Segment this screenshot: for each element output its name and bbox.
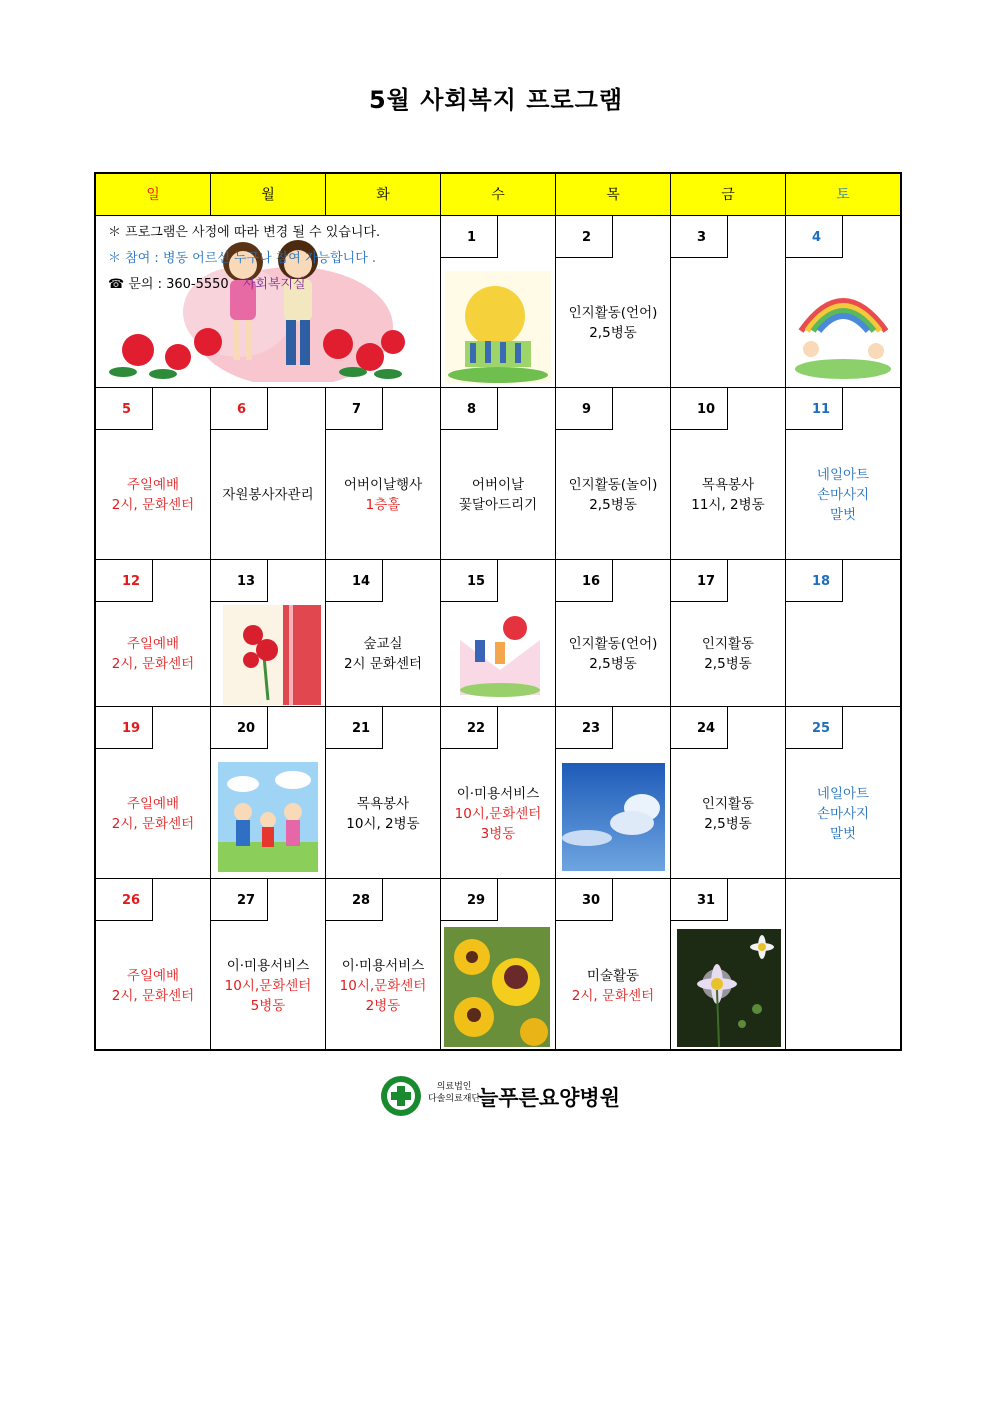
foundation-line2: 다솔의료재단 [428,1094,481,1104]
event-detail: 2,5병동 [589,324,637,341]
page-title: 5월 사회복지 프로그램 [368,86,624,114]
day-cell-19 [96,707,211,879]
event-text [96,602,210,706]
day-cell-1 [441,216,556,388]
day-cell-21 [326,707,441,879]
weekday-wed: 수 [441,174,556,216]
event-detail: 2,5병동 [589,496,637,513]
day-number: 19 [96,707,153,749]
day-cell-27 [211,879,326,1051]
day-cell-18 [786,560,900,707]
event-title: 인지활동 [701,795,755,812]
day-number: 21 [326,707,383,749]
day-number: 15 [441,560,498,602]
day-number: 4 [786,216,843,258]
event-title: 인지활동(언어) [568,636,658,652]
event-detail: 10시, 2병동 [346,815,420,832]
event-detail: 10시,문화센터 [339,978,427,994]
note-change: ＊ 프로그램은 사정에 따라 변경 될 수 있습니다. [108,225,381,240]
day-number: 11 [786,388,843,430]
event-title: 인지활동 [701,636,755,652]
weekday-sat: 토 [786,174,900,216]
day-cell-14 [326,560,441,707]
day-number: 10 [671,388,728,430]
event-text [441,749,555,878]
day-number: 25 [786,707,843,749]
event-title: 어버이날행사 [343,476,423,493]
event-detail: 10시,문화센터 [224,978,312,994]
weekday-sun: 일 [96,174,211,216]
day-number: 13 [211,560,268,602]
daisy-flowers-photo [677,929,781,1047]
event-detail: 3병동 [480,825,516,842]
event-title: 이·미용서비스 [456,785,540,802]
hospital-name: 늘푸른요양병원 [478,1086,621,1110]
event-text [556,602,670,706]
event-text [441,430,555,559]
day-number: 17 [671,560,728,602]
event-text [96,749,210,878]
note-participation: ＊ 참여 : 병동 어르신 누구나 참여 가능합니다 . [108,251,377,266]
day-number: 29 [441,879,498,921]
event-title: 주일예배 [126,795,180,812]
day-number: 16 [556,560,613,602]
day-number: 6 [211,388,268,430]
day-cell-31 [671,879,786,1051]
day-number: 7 [326,388,383,430]
event-text [556,430,670,559]
event-detail: 2시, 문화센터 [111,496,195,513]
day-number: 31 [671,879,728,921]
event-title: 이·미용서비스 [341,958,425,974]
day-cell-10 [671,388,786,560]
event-detail: 2,5병동 [589,656,637,672]
day-number: 9 [556,388,613,430]
day-cell-11 [786,388,900,560]
event-title: 목욕봉사 [701,476,755,493]
day-cell-12 [96,560,211,707]
event-title: 주일예배 [126,636,180,652]
event-text [211,430,325,559]
event-text [786,749,900,878]
event-detail: 10시,문화센터 [454,805,542,822]
day-number: 8 [441,388,498,430]
event-title: 주일예배 [126,476,180,493]
event-detail: 2,5병동 [704,656,752,672]
day-cell-25 [786,707,900,879]
day-number: 28 [326,879,383,921]
day-cell-9 [556,388,671,560]
day-cell-23 [556,707,671,879]
day-cell-6 [211,388,326,560]
day-number: 3 [671,216,728,258]
event-text [326,921,440,1051]
day-cell-16 [556,560,671,707]
event-detail: 2,5병동 [704,815,752,832]
teacher-day-illustration [455,610,545,700]
event-text [671,430,785,559]
event-title: 네일아트 [816,466,870,483]
day-cell-7 [326,388,441,560]
day-number: 5 [96,388,153,430]
weekday-fri: 금 [671,174,786,216]
event-detail: 말벗 [829,825,857,842]
contact-dept: 사회복지실 [242,277,306,292]
event-title: 인지활동(언어) [568,304,658,321]
day-number: 20 [211,707,268,749]
day-number: 1 [441,216,498,258]
event-detail: 2시, 문화센터 [111,656,195,672]
day-cell-22 [441,707,556,879]
day-cell-5 [96,388,211,560]
event-title: 인지활동(놀이) [568,476,658,493]
weekday-header [96,174,900,216]
day-cell-15 [441,560,556,707]
event-title: 목욕봉사 [356,795,410,812]
event-detail: 2시, 문화센터 [111,988,195,1004]
day-number: 22 [441,707,498,749]
carnation-card-illustration [223,605,321,705]
foundation-label [428,1081,480,1105]
event-detail: 2시, 문화센터 [111,815,195,832]
event-text [326,602,440,706]
day-cell-13 [211,560,326,707]
event-title: 주일예배 [126,968,180,984]
sky-clouds-photo [562,763,665,871]
pansy-flowers-photo [444,927,550,1047]
event-detail: 손마사지 [816,486,870,503]
day-number: 23 [556,707,613,749]
weekday-tue: 화 [326,174,441,216]
event-detail: 11시, 2병동 [691,496,765,513]
day-number: 14 [326,560,383,602]
family-illustration [218,762,318,872]
note-contact [108,272,380,298]
event-title: 숲교실 [363,636,403,652]
event-text [671,749,785,878]
day-number: 26 [96,879,153,921]
event-title: 어버이날 [471,476,525,493]
hospital-logo [380,1073,640,1119]
day-number: 2 [556,216,613,258]
weekday-mon: 월 [211,174,326,216]
day-cell-4 [786,216,900,388]
day-cell-3 [671,216,786,388]
day-cell-26 [96,879,211,1051]
childrens-day-illustration [791,271,896,383]
empty-cell [786,879,900,1051]
day-cell-20 [211,707,326,879]
foundation-line1: 의료법인 [436,1082,472,1092]
event-text [326,749,440,878]
event-text [96,921,210,1051]
day-cell-24 [671,707,786,879]
event-text [326,430,440,559]
balloon-children-illustration [445,271,551,383]
day-cell-29 [441,879,556,1051]
event-title: 자원봉사자관리 [222,486,314,503]
day-number: 27 [211,879,268,921]
event-text [556,258,670,387]
day-number: 18 [786,560,843,602]
weekday-thu: 목 [556,174,671,216]
day-number: 30 [556,879,613,921]
calendar [94,172,902,1051]
event-title: 네일아트 [816,785,870,802]
cross-emblem-icon [380,1075,422,1117]
event-detail: 2시, 문화센터 [571,988,655,1004]
event-detail: 2병동 [365,998,401,1014]
day-cell-28 [326,879,441,1051]
event-detail: 1층홀 [365,496,401,513]
event-detail: 5병동 [250,998,286,1014]
event-title: 미술활동 [586,968,640,984]
event-detail: 손마사지 [816,805,870,822]
event-text [786,430,900,559]
day-number: 24 [671,707,728,749]
event-detail: 말벗 [829,506,857,523]
event-detail: 2시 문화센터 [343,656,423,672]
day-cell-17 [671,560,786,707]
event-text [671,602,785,706]
day-cell-2 [556,216,671,388]
event-detail: 꽃달아드리기 [458,496,538,513]
event-text [556,921,670,1051]
notes-cell [96,216,441,388]
contact-phone: ☎ 문의 : 360-5550 [108,277,229,292]
day-cell-30 [556,879,671,1051]
event-title: 이·미용서비스 [226,958,310,974]
event-text [211,921,325,1051]
day-cell-8 [441,388,556,560]
day-number: 12 [96,560,153,602]
event-text [96,430,210,559]
